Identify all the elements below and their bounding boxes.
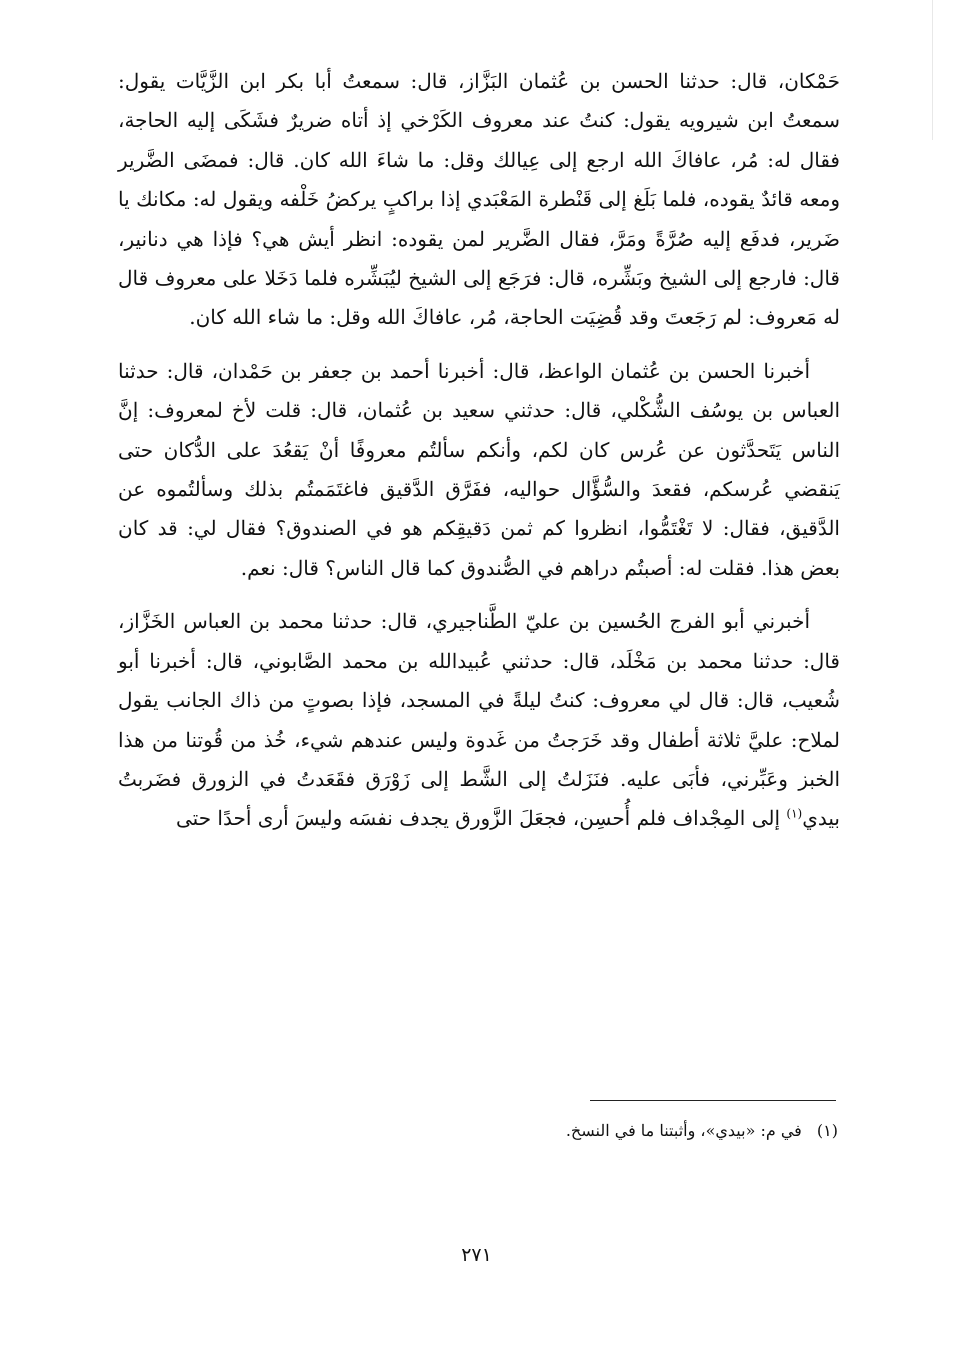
footnote-number: (١) <box>816 1121 838 1140</box>
paragraph-2: أخبرنا الحسن بن عُثمان الواعظ، قال: أخبرنا أحمد بن جعفر بن حَمْدان، قال: حدثنا العباس بن يوسُف الشُّكْلي، قال: حدثني سعيد بن عُثمان، قال: قلت لأخ لمعروف: إنَّ الناس يَتَحدَّثون عن عُرس كان لكم، وأنكم سألتُم معروفًا أنْ يَقعُدَ على الدُّكان حتى يَنقضي عُرسكم، فقعدَ والسُّؤَّال حواليه، ففَرَّق الدَّقيق فاغتَمَمتُم بذلك وسألتُموه عن الدَّقيق، فقال: لا تَغْتَمُّوا، انظروا كم ثمن دَقيقِكم هو في الصندوق؟ فقال لي: قد كان بعض هذا. فقلت له: أصبتُم دراهم في الصُّندوق كما قال الناس؟ قال: نعم. <box>118 358 840 580</box>
scan-edge-line <box>932 0 933 140</box>
paragraph-3-text: أخبرني أبو الفرج الحُسين بن عليّ الطَّناجيري، قال: حدثنا محمد بن العباس الخَزَّاز، قال: حدثنا محمد بن مَخْلَد، قال: حدثني عُبيدالله بن محمد الصَّابوني، قال: أخبرنا أبو شُعيب، قال: قال لي معروف: كنتُ ليلةً في المسجد، فإذا بصوتٍ من ذاك الجانب يقول لملاح: عليَّ ثلاثة أطفال وقد خَرَجتُ من غَدوة وليس عندهم شيء، خُذ من قُوتنا من هذا الخبز وعَبِّرني، فأبَى عليه. فنَزَلتُ إلى الشَّط إلى زَوْرَق فقَعَدتُ في الزورق فضَربتُ بيدي <box>118 609 840 831</box>
footnote-divider <box>590 1100 836 1101</box>
footnote-text: في م: «بيدي»، وأثبتنا ما في النسخ. <box>565 1121 802 1140</box>
main-text <box>118 62 840 839</box>
paragraph-3-continuation: إلى المِجْداف فلم أُحسِن، فجعَلَ الزَّورق يجدف نفسَه وليسَ أرى أحدًا حتى <box>176 806 781 831</box>
page-number: ٢٧١ <box>461 1244 492 1266</box>
footnote-marker: (١) <box>786 806 803 821</box>
footnote <box>118 1118 838 1144</box>
paragraph-3 <box>118 602 840 838</box>
paragraph-1: حَمْكان، قال: حدثنا الحسن بن عُثمان البَزَّاز، قال: سمعتُ أبا بكر ابن الزَّيَّات يقول: سمعتُ ابن شيرويه يقول: كنتُ عند معروف الكَرْخي إذ أتاه ضريرٌ فشَكَى إليه الحاجة، فقال له: مُر، عافاكَ الله ارجع إلى عِيالك وقل: ما شاءَ الله كان. قال: فمضَى الضَّرير ومعه قائدٌ يقوده، فلما بَلَغ إلى قَنْطرة المَعْبَدي إذا براكبٍ يركضُ خَلْفه ويقول له: مكانك يا ضَرير، فدفَع إليه صُرَّةً ومَرَّ، فقال الضَّرير لمن يقوده: انظر أيش هي؟ فإذا هي دنانير، قال: فارجع إلى الشيخ وبَشِّره، قال: فرَجَع إلى الشيخ ليُبَشِّره فلما دَخَلا على معروف قال له مَعروف: لم رَجَعتَ وقد قُضِيَت الحاجة، مُر، عافاكَ الله وقل: ما شاء الله كان. <box>118 69 841 330</box>
